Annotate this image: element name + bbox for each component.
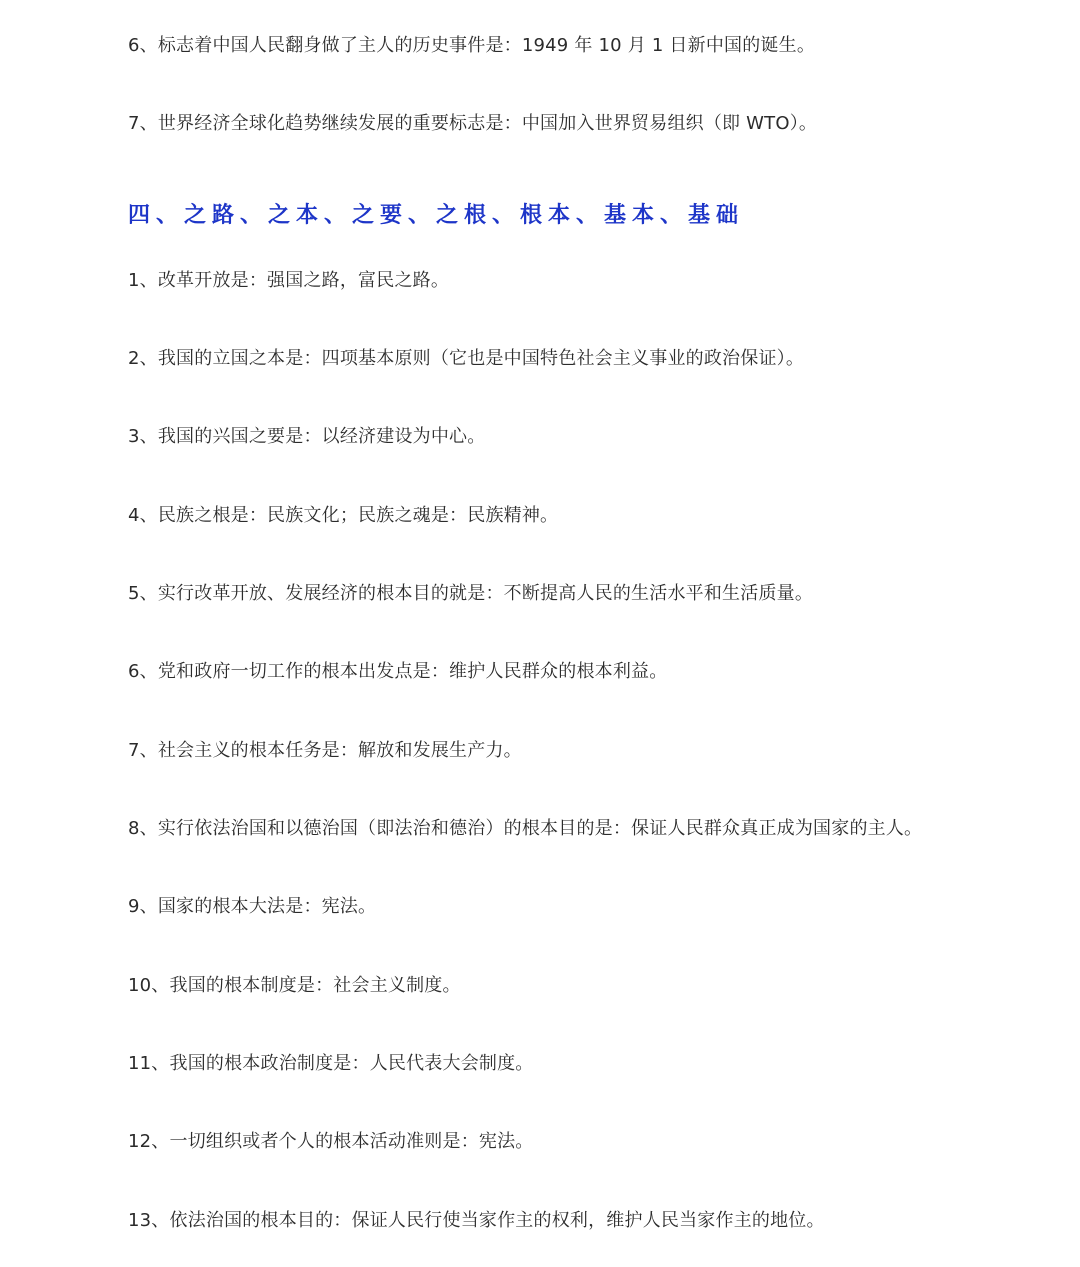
list-item-pre-6: 6、标志着中国人民翻身做了主人的历史事件是：1949 年 10 月 1 日新中国的诞生。 [128, 35, 816, 56]
list-item-10: 10、我国的根本制度是：社会主义制度。 [128, 975, 461, 996]
list-item-7: 7、社会主义的根本任务是：解放和发展生产力。 [128, 740, 522, 761]
list-item-1: 1、改革开放是：强国之路，富民之路。 [128, 270, 450, 291]
list-item-13: 13、依法治国的根本目的：保证人民行使当家作主的权利，维护人民当家作主的地位。 [128, 1210, 825, 1231]
list-item-4: 4、民族之根是：民族文化；民族之魂是：民族精神。 [128, 505, 559, 526]
list-item-9: 9、国家的根本大法是：宪法。 [128, 896, 377, 917]
list-item-pre-7: 7、世界经济全球化趋势继续发展的重要标志是：中国加入世界贸易组织（即 WTO）。 [128, 113, 818, 134]
list-item-3: 3、我国的兴国之要是：以经济建设为中心。 [128, 426, 486, 447]
list-item-5: 5、实行改革开放、发展经济的根本目的就是：不断提高人民的生活水平和生活质量。 [128, 583, 814, 604]
list-item-6: 6、党和政府一切工作的根本出发点是：维护人民群众的根本利益。 [128, 661, 668, 682]
section-heading: 四、之路、之本、之要、之根、根本、基本、基础 [128, 203, 745, 228]
list-item-8: 8、实行依法治国和以德治国（即法治和德治）的根本目的是：保证人民群众真正成为国家的主人。 [128, 818, 923, 839]
list-item-12: 12、一切组织或者个人的根本活动准则是：宪法。 [128, 1131, 534, 1152]
list-item-2: 2、我国的立国之本是：四项基本原则（它也是中国特色社会主义事业的政治保证）。 [128, 348, 805, 369]
list-item-11: 11、我国的根本政治制度是：人民代表大会制度。 [128, 1053, 534, 1074]
